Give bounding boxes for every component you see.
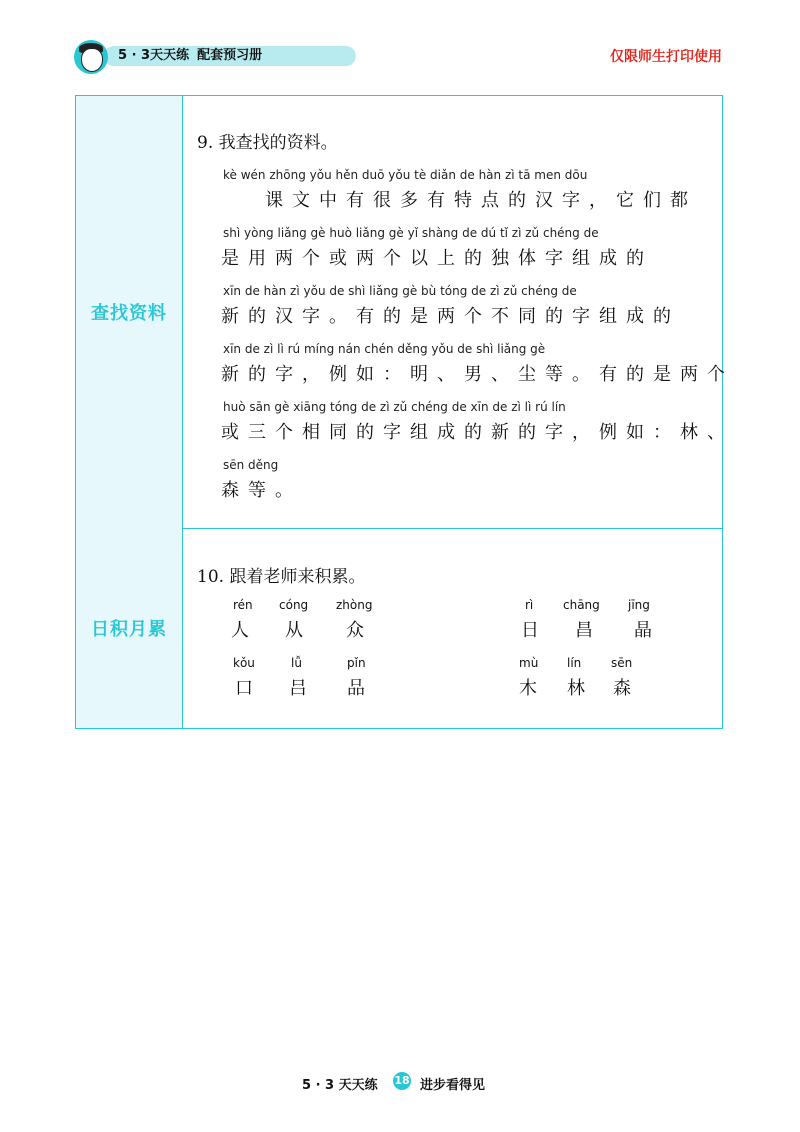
section-accumulate-content: 10. 跟着老师来积累。 rén 人 cóng 从 zhòng 众 rì 日 chāng 昌 jīng 晶 kǒu 口 lǚ 吕 pǐn 品 mù 木 lín 林 sēn 森 — [183, 528, 722, 728]
section-research-content — [183, 96, 734, 528]
hanzi-line: 课文中有很多有特点的汉字，它们都 — [265, 190, 697, 211]
text-line — [183, 284, 723, 334]
brand-sub: 配套预习册 — [197, 48, 263, 63]
hanzi-line: 新的汉字。有的是两个不同的字组成的 — [221, 306, 680, 327]
hanzi-line: 或三个相同的字组成的新的字，例如：林、 — [221, 422, 734, 443]
text-line — [183, 458, 723, 508]
hanzi-line: 新的字，例如：明、男、尘等。有的是两个 — [221, 364, 734, 385]
side-label-accumulate: 日积月累 — [76, 528, 183, 728]
pinyin-line: kè wén zhōng yǒu hěn duō yǒu tè diǎn de hàn zì tā men dōu — [223, 168, 588, 182]
text-line — [183, 226, 723, 276]
exercise-table — [75, 95, 734, 729]
text-line — [183, 400, 734, 450]
pinyin-line: xīn de zì lì rú míng nán chén děng yǒu de shì liǎng gè — [223, 342, 546, 356]
brand-text — [118, 46, 262, 66]
page-footer — [0, 1066, 800, 1096]
pinyin-line: huò sān gè xiāng tóng de zì zǔ chéng de xīn de zì lì rú lín — [223, 400, 566, 414]
hanzi-line: 森等。 — [221, 480, 302, 501]
footer-brand: 5 · 3 天天练 — [302, 1078, 378, 1093]
side-label-research: 查找资料 — [76, 96, 183, 528]
brand-series: 5 · 3天天练 — [118, 48, 190, 63]
footer-slogan: 进步看得见 — [420, 1078, 486, 1093]
section-research — [76, 96, 734, 529]
question-10-title: 10. 跟着老师来积累。 — [197, 567, 366, 587]
question-9-title: 9. 我查找的资料。 — [197, 133, 338, 153]
text-line — [183, 342, 734, 392]
pinyin-line: sēn děng — [223, 458, 279, 472]
pinyin-line: xīn de hàn zì yǒu de shì liǎng gè bù tóng de zì zǔ chéng de — [223, 284, 577, 298]
hanzi-line: 是用两个或两个以上的独体字组成的 — [221, 248, 653, 269]
section-accumulate — [76, 528, 722, 728]
text-line — [183, 168, 723, 218]
page-header — [0, 0, 800, 90]
pinyin-line: shì yòng liǎng gè huò liǎng gè yǐ shàng de dú tǐ zì zǔ chéng de — [223, 226, 599, 240]
page-number: 18 — [393, 1072, 411, 1090]
restriction-note: 仅限师生打印使用 — [610, 49, 722, 65]
mascot-icon — [74, 40, 108, 74]
